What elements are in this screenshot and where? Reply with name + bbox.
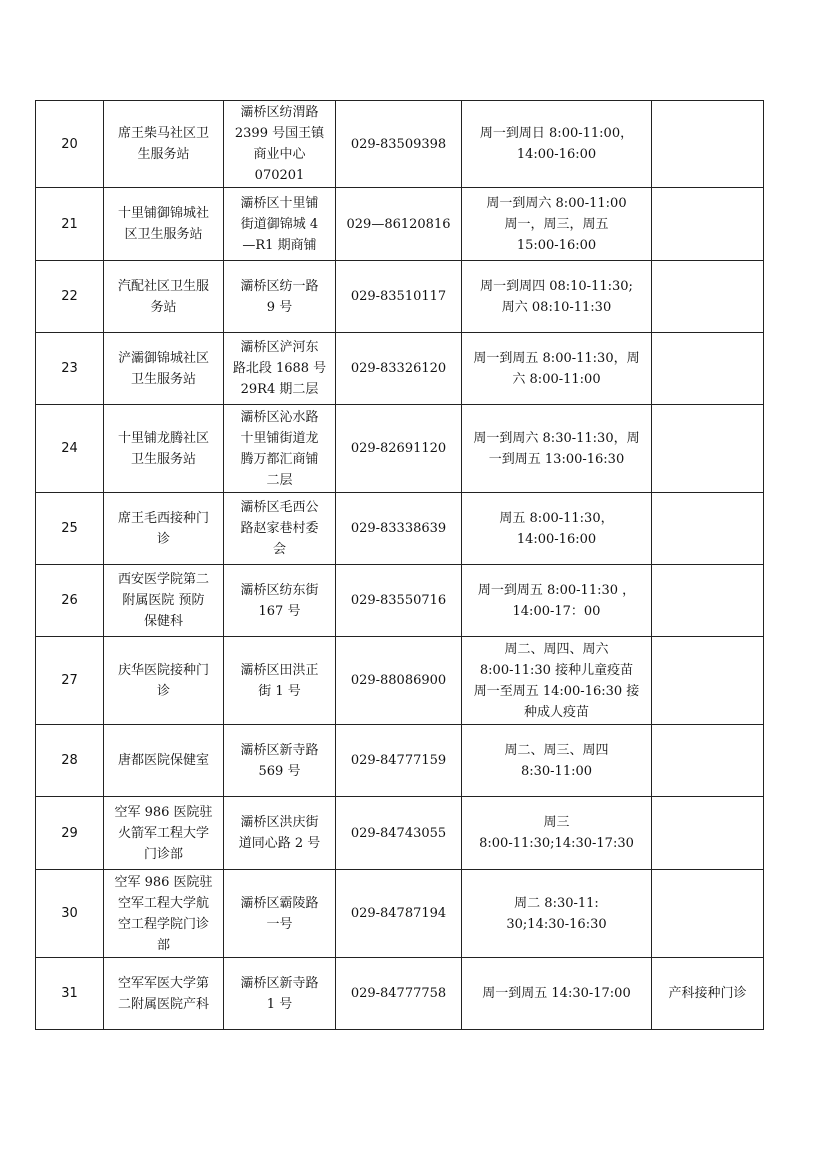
- clinic-name-line: 附属医院 预防: [122, 593, 205, 608]
- clinic-address-line: 道同心路 2 号: [238, 836, 321, 851]
- clinic-name: [104, 565, 224, 637]
- table-row: [36, 333, 764, 405]
- clinic-name-line: 卫生服务站: [130, 371, 196, 387]
- clinic-address-line: 070201: [254, 168, 305, 183]
- table-row: [36, 565, 764, 637]
- clinic-address-line: 167 号: [258, 603, 301, 619]
- row-number: 28: [36, 725, 104, 797]
- clinic-phone: 029-83509398: [336, 101, 462, 188]
- clinic-address: [224, 725, 336, 797]
- clinic-name: [104, 405, 224, 493]
- clinic-name: [104, 870, 224, 958]
- table-row: [36, 870, 764, 958]
- clinic-hours: [462, 797, 652, 870]
- row-number: 20: [36, 101, 104, 188]
- clinic-address-line: 街道御锦城 4: [240, 216, 319, 232]
- row-number: 25: [36, 493, 104, 565]
- clinic-name: [104, 188, 224, 261]
- table-row: [36, 188, 764, 261]
- clinic-hours-line: 周一到周五 14:30-17:00: [482, 986, 631, 1001]
- clinic-address-line: 灞桥区十里铺: [240, 195, 319, 211]
- clinic-hours: [462, 405, 652, 493]
- clinic-phone: 029-84787194: [336, 870, 462, 958]
- clinic-address: [224, 797, 336, 870]
- clinic-address-line: 灞桥区新寺路: [240, 742, 319, 758]
- clinic-address: [224, 405, 336, 493]
- clinic-hours: [462, 870, 652, 958]
- clinic-name-line: 唐都医院保健室: [117, 753, 209, 768]
- clinic-name: [104, 493, 224, 565]
- clinic-note: [652, 637, 764, 725]
- clinic-note: [652, 333, 764, 405]
- clinic-hours-line: 周一至周五 14:00-16:30 接: [473, 683, 640, 699]
- clinic-hours: [462, 565, 652, 637]
- row-number: 21: [36, 188, 104, 261]
- clinic-address: [224, 493, 336, 565]
- clinic-name-line: 空军工程大学航: [117, 895, 209, 911]
- clinic-address-line: 灞桥区田洪正: [240, 662, 319, 678]
- clinic-name-line: 西安医学院第二: [117, 572, 209, 587]
- clinic-name-line: 席王毛西接种门: [117, 510, 209, 526]
- clinic-hours-line: 周一到周四 08:10-11:30;: [480, 278, 633, 294]
- clinic-hours: [462, 333, 652, 405]
- clinic-hours-line: 14:00-16:00: [516, 531, 597, 547]
- clinic-hours-line: 14:00-17：00: [512, 603, 601, 619]
- clinic-note: [652, 797, 764, 870]
- clinic-address-line: 灞桥区新寺路: [240, 975, 319, 991]
- clinic-name-line: 生服务站: [137, 147, 190, 162]
- table-row: [36, 637, 764, 725]
- clinic-name-line: 区卫生服务站: [124, 227, 203, 242]
- clinic-hours-line: 周二、周四、周六: [504, 641, 609, 657]
- clinic-address-line: 二层: [266, 472, 293, 488]
- clinic-name-line: 空军 986 医院驻: [114, 874, 213, 890]
- clinic-address-line: 灞桥区洪庆街: [240, 815, 319, 830]
- clinic-address-line: 商业中心: [253, 147, 306, 162]
- clinic-note: [652, 188, 764, 261]
- clinic-name-line: 部: [156, 937, 170, 953]
- clinic-phone: 029-84777758: [336, 958, 462, 1030]
- clinic-note: 产科接种门诊: [652, 958, 764, 1030]
- clinic-address-line: 路赵家巷村委: [240, 521, 319, 536]
- clinic-address-line: 腾万都汇商铺: [240, 451, 319, 467]
- clinic-hours: [462, 188, 652, 261]
- clinic-phone: 029-83338639: [336, 493, 462, 565]
- clinic-hours-line: 8:30-11:00: [520, 763, 593, 779]
- clinic-name-line: 十里铺御锦城社: [117, 206, 209, 221]
- clinic-hours-line: 8:00-11:30 接种儿童疫苗: [479, 662, 634, 678]
- clinic-address-line: 灞桥区纺渭路: [240, 105, 319, 120]
- clinic-address: [224, 188, 336, 261]
- clinic-hours-line: 周五 8:00-11:30，: [499, 510, 614, 526]
- clinic-address-line: 街 1 号: [258, 683, 301, 699]
- clinic-name-line: 卫生服务站: [130, 451, 196, 467]
- table-row: [36, 405, 764, 493]
- table-row: [36, 797, 764, 870]
- clinic-phone: 029—86120816: [336, 188, 462, 261]
- clinic-note: [652, 493, 764, 565]
- clinic-address: [224, 870, 336, 958]
- clinic-name: [104, 725, 224, 797]
- row-number: 24: [36, 405, 104, 493]
- clinic-name-line: 十里铺龙腾社区: [117, 430, 209, 446]
- clinic-hours: [462, 493, 652, 565]
- clinic-address: [224, 101, 336, 188]
- clinic-phone: 029-84743055: [336, 797, 462, 870]
- clinic-hours: [462, 725, 652, 797]
- clinic-address-line: 灞桥区浐河东: [240, 340, 319, 355]
- clinic-table: [35, 100, 764, 1030]
- clinic-note: [652, 870, 764, 958]
- clinic-hours-line: 8:00-11:30;14:30-17:30: [479, 836, 634, 851]
- clinic-note: [652, 261, 764, 333]
- clinic-phone: 029-83510117: [336, 261, 462, 333]
- clinic-name-line: 保健科: [143, 614, 183, 629]
- clinic-address-line: 569 号: [258, 763, 301, 779]
- clinic-address-line: 十里铺街道龙: [240, 430, 319, 446]
- clinic-address-line: 路北段 1688 号: [232, 361, 327, 376]
- row-number: 30: [36, 870, 104, 958]
- clinic-hours-line: 周二 8:30-11:: [514, 895, 599, 911]
- clinic-hours: [462, 101, 652, 188]
- clinic-phone: 029-84777159: [336, 725, 462, 797]
- clinic-hours-line: 周一到周日 8:00-11:00，: [479, 126, 634, 141]
- clinic-address-line: —R1 期商铺: [242, 237, 317, 253]
- clinic-name-line: 门诊部: [143, 846, 183, 862]
- clinic-hours-line: 周二、周三、周四: [504, 742, 609, 758]
- clinic-name: [104, 958, 224, 1030]
- clinic-name: [104, 101, 224, 188]
- clinic-hours-line: 六 8:00-11:00: [512, 371, 601, 387]
- clinic-name-line: 汽配社区卫生服: [117, 278, 209, 294]
- clinic-address-line: 一号: [266, 916, 293, 932]
- clinic-name-line: 火箭军工程大学: [117, 825, 209, 841]
- table-row: [36, 958, 764, 1030]
- clinic-name-line: 务站: [150, 299, 177, 315]
- clinic-hours-line: 种成人疫苗: [523, 704, 589, 720]
- clinic-hours-line: 一到周五 13:00-16:30: [488, 451, 625, 467]
- clinic-name-line: 空军 986 医院驻: [114, 804, 213, 820]
- clinic-address-line: 灞桥区纺东街: [240, 582, 319, 598]
- clinic-address-line: 29R4 期二层: [240, 382, 319, 397]
- clinic-address: [224, 637, 336, 725]
- clinic-note: [652, 405, 764, 493]
- clinic-name: [104, 333, 224, 405]
- table-row: [36, 101, 764, 188]
- clinic-name-line: 空工程学院门诊: [117, 916, 209, 932]
- clinic-address-line: 灞桥区毛西公: [240, 500, 319, 515]
- clinic-hours-line: 15:00-16:00: [516, 237, 597, 253]
- clinic-address: [224, 565, 336, 637]
- clinic-note: [652, 565, 764, 637]
- clinic-hours-line: 14:00-16:00: [516, 147, 597, 162]
- clinic-name-line: 浐灞御锦城社区: [117, 350, 209, 366]
- clinic-hours-line: 周一到周五 8:00-11:30，周: [473, 350, 640, 366]
- clinic-name: [104, 637, 224, 725]
- clinic-note: [652, 725, 764, 797]
- clinic-phone: 029-83326120: [336, 333, 462, 405]
- clinic-hours-line: 周六 08:10-11:30: [501, 299, 612, 315]
- clinic-name-line: 庆华医院接种门: [117, 662, 209, 678]
- row-number: 29: [36, 797, 104, 870]
- row-number: 27: [36, 637, 104, 725]
- clinic-name: [104, 261, 224, 333]
- table-row: [36, 261, 764, 333]
- clinic-address: [224, 261, 336, 333]
- clinic-name-line: 席王柴马社区卫: [117, 126, 209, 141]
- clinic-hours-line: 周一，周三，周五: [504, 216, 609, 232]
- row-number: 23: [36, 333, 104, 405]
- clinic-name-line: 空军军医大学第: [117, 975, 209, 991]
- clinic-hours-line: 周一到周六 8:00-11:00: [486, 195, 627, 211]
- clinic-address-line: 灞桥区沁水路: [240, 409, 319, 425]
- clinic-name-line: 二附属医院产科: [117, 996, 209, 1012]
- clinic-hours: [462, 261, 652, 333]
- row-number: 31: [36, 958, 104, 1030]
- table-row: [36, 493, 764, 565]
- clinic-hours-line: 30;14:30-16:30: [506, 916, 607, 932]
- row-number: 22: [36, 261, 104, 333]
- clinic-address-line: 灞桥区纺一路: [240, 278, 319, 294]
- clinic-hours: [462, 637, 652, 725]
- clinic-address-line: 灞桥区霸陵路: [240, 895, 319, 911]
- clinic-hours-line: 周三: [543, 815, 570, 830]
- clinic-hours: [462, 958, 652, 1030]
- clinic-hours-line: 周一到周五 8:00-11:30 ，: [477, 582, 636, 598]
- clinic-address-line: 9 号: [266, 299, 293, 315]
- clinic-phone: 029-82691120: [336, 405, 462, 493]
- clinic-address-line: 1 号: [266, 996, 293, 1012]
- clinic-name-line: 诊: [156, 683, 170, 699]
- row-number: 26: [36, 565, 104, 637]
- table-row: [36, 725, 764, 797]
- clinic-name: [104, 797, 224, 870]
- clinic-hours-line: 周一到周六 8:30-11:30，周: [473, 430, 640, 446]
- clinic-name-line: 诊: [156, 531, 170, 547]
- clinic-phone: 029-83550716: [336, 565, 462, 637]
- clinic-address: [224, 958, 336, 1030]
- clinic-address-line: 会: [272, 542, 286, 557]
- clinic-phone: 029-88086900: [336, 637, 462, 725]
- clinic-address: [224, 333, 336, 405]
- clinic-address-line: 2399 号国王镇: [234, 126, 325, 141]
- clinic-note: [652, 101, 764, 188]
- clinic-table-body: [36, 101, 764, 1030]
